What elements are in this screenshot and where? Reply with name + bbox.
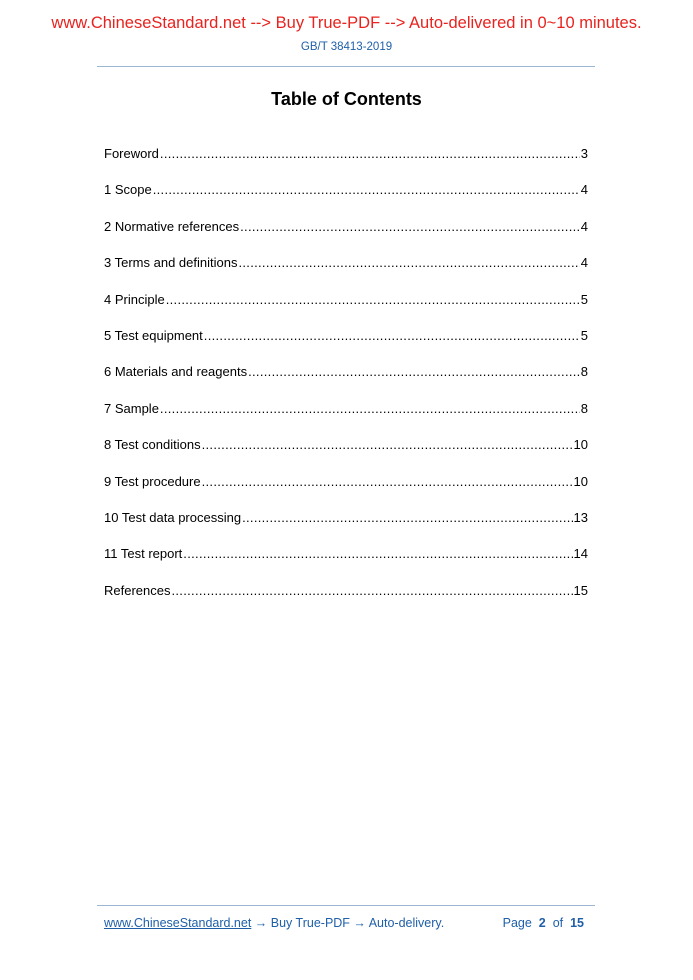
toc-entry-test-procedure[interactable]: [104, 474, 588, 510]
toc-entry-test-report[interactable]: [104, 546, 588, 582]
page-word: Page: [502, 916, 532, 930]
footer-divider: [97, 905, 595, 906]
toc-dot-leader: [202, 437, 573, 452]
page-total: 15: [570, 916, 584, 930]
toc-dot-leader: [166, 292, 580, 307]
toc-dot-leader: [202, 474, 573, 489]
toc-entry-page: 8: [580, 400, 588, 416]
toc-entry-label: 10 Test data processing: [104, 509, 242, 525]
toc-dot-leader: [183, 546, 572, 561]
toc-entry-page: 14: [573, 546, 588, 562]
top-banner[interactable]: www.ChineseStandard.net --> Buy True-PDF --> Auto-delivered in 0~10 minutes.: [51, 14, 642, 32]
toc-entry-label: 9 Test procedure: [104, 473, 201, 489]
footer-link[interactable]: [104, 916, 444, 930]
toc-entry-label: 6 Materials and reagents: [104, 364, 248, 380]
toc-dot-leader: [160, 401, 580, 416]
toc-entry-label: 7 Sample: [104, 400, 159, 416]
toc-entry-page: 5: [580, 327, 588, 343]
toc-entry-terms-and-definitions[interactable]: [104, 255, 588, 291]
toc-entry-label: 4 Principle: [104, 291, 165, 307]
header-divider: [97, 66, 595, 67]
footer: [104, 916, 584, 930]
toc-entry-page: 8: [580, 364, 588, 380]
toc-entry-label: 11 Test report: [104, 546, 183, 562]
toc-entry-label: 5 Test equipment: [104, 327, 203, 343]
toc-dot-leader: [153, 182, 580, 197]
standard-code: GB/T 38413-2019: [300, 41, 393, 53]
toc-entry-principle[interactable]: [104, 292, 588, 328]
toc-entry-test-equipment[interactable]: [104, 328, 588, 364]
toc-entry-label: Foreword: [104, 146, 159, 161]
toc-entry-page: 3: [580, 146, 588, 161]
toc-entry-label: 2 Normative references: [104, 218, 240, 234]
page-title: Table of Contents: [271, 89, 422, 109]
toc-dot-leader: [248, 364, 580, 379]
toc-entry-page: 15: [573, 582, 588, 598]
toc-dot-leader: [240, 219, 580, 234]
toc-entry-page: 10: [573, 473, 588, 489]
toc-entry-label: 3 Terms and definitions: [104, 255, 238, 271]
toc-entry-test-conditions[interactable]: [104, 437, 588, 473]
toc-entry-scope[interactable]: [104, 182, 588, 218]
toc-entry-label: 1 Scope: [104, 182, 152, 198]
toc-dot-leader: [238, 255, 579, 270]
toc-dot-leader: [242, 510, 572, 525]
toc-entry-foreword[interactable]: [104, 146, 588, 182]
toc-entry-page: 10: [573, 437, 588, 453]
page-current: 2: [538, 916, 546, 930]
table-of-contents: [104, 146, 588, 619]
toc-entry-references[interactable]: [104, 583, 588, 619]
toc-entry-sample[interactable]: [104, 401, 588, 437]
toc-entry-page: 5: [580, 291, 588, 307]
toc-dot-leader: [204, 328, 580, 343]
page-number: [503, 916, 584, 930]
toc-entry-label: References: [104, 582, 171, 598]
toc-entry-test-data-processing[interactable]: [104, 510, 588, 546]
toc-entry-page: 13: [573, 509, 588, 525]
toc-entry-materials-and-reagents[interactable]: [104, 364, 588, 400]
toc-dot-leader: [160, 146, 580, 161]
toc-entry-page: 4: [580, 255, 588, 271]
toc-entry-page: 4: [580, 218, 588, 234]
footer-link-text: → Buy True-PDF → Auto-delivery.: [251, 916, 445, 930]
toc-entry-page: 4: [580, 182, 588, 198]
toc-entry-label: 8 Test conditions: [104, 437, 201, 453]
toc-dot-leader: [171, 583, 572, 598]
toc-entry-normative-references[interactable]: [104, 219, 588, 255]
footer-site-link[interactable]: www.ChineseStandard.net: [104, 916, 252, 930]
page-of: of: [552, 916, 564, 930]
